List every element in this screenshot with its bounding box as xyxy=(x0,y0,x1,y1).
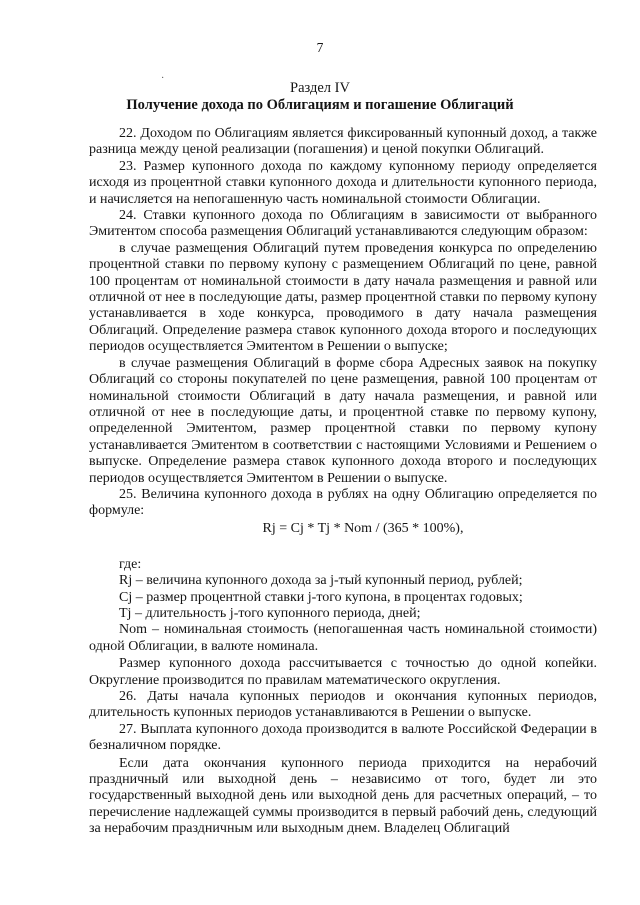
paragraph-27: 27. Выплата купонного дохода производится в валюте Российской Федерации в безналичном порядке. xyxy=(89,721,597,754)
document-body xyxy=(89,126,597,838)
paragraph-rounding: Размер купонного дохода рассчитывается с точностью до одной копейки. Округление производится по правилам математического округления. xyxy=(89,656,597,688)
section-label: Раздел IV xyxy=(290,80,350,96)
paragraph-24: 24. Ставки купонного дохода по Облигациям в зависимости от выбранного Эмитентом способа размещения Облигаций устанавливаются следующим образом: xyxy=(89,208,597,240)
definition-tj: Tj – длительность j-того купонного периода, дней; xyxy=(119,605,421,621)
definition-cj: Cj – размер процентной ставки j-того купона, в процентах годовых; xyxy=(119,589,523,605)
where-label: где: xyxy=(119,556,142,572)
paragraph-26: 26. Даты начала купонных периодов и окончания купонных периодов, длительность купонных периодов устанавливаются в Решении о выпуске. xyxy=(89,689,597,721)
paragraph-22: 22. Доходом по Облигациям является фиксированный купонный доход, а также разница между ценой реализации (погашения) и ценой покупки Облигаций. xyxy=(89,126,597,158)
paragraph-27-holiday: Если дата окончания купонного периода приходится на нерабочий праздничный или выходной день – независимо от того, будет ли это государственный выходной день или выходной день для расчетных операций, – то перечисление надлежащей суммы производится в первый рабочий день, следующий за нерабочим праздничным или выходным днем. Владелец Облигаций xyxy=(89,755,597,837)
definition-nom: Nom – номинальная стоимость (непогашенная часть номинальной стоимости) одной Облигации, в валюте номинала. xyxy=(89,622,597,654)
scan-dot: · xyxy=(161,73,165,84)
paragraph-24-competition: в случае размещения Облигаций путем проведения конкурса по определению процентной ставки по первому купону с размещением Облигаций по цене, равной 100 процентам от номинальной стоимости в дату начала размещения и равной или отличной от нее в последующие даты, размер процентной ставки по первому купону устанавливается в ходе конкурса, проводимого в дату начала размещения Облигаций. Определение размера ставок купонного дохода второго и последующих периодов осуществляется Эмитентом в Решении о выпуске; xyxy=(89,240,597,355)
section-title: Получение дохода по Облигациям и погашение Облигаций xyxy=(126,97,514,113)
page-number: 7 xyxy=(316,40,324,55)
definition-rj: Rj – величина купонного дохода за j-тый купонный период, рублей; xyxy=(119,573,523,589)
paragraph-25: 25. Величина купонного дохода в рублях на одну Облигацию определяется по формуле: xyxy=(89,486,597,519)
paragraph-24-bookbuilding: в случае размещения Облигаций в форме сбора Адресных заявок на покупку Облигаций со стороны покупателей по цене размещения, равной 100 процентам от номинальной стоимости Облигаций в дату начала размещения, и равной или отличной от нее в последующие даты, и процентной ставке по первому купону, определенной Эмитентом, размер процентной ставки по первому купону устанавливается Эмитентом в соответствии с настоящими Условиями и Решением о выпуске. Определение размера ставок купонного дохода второго и последующих периодов осуществляется Эмитентом в Решении о выпуске. xyxy=(89,355,597,486)
paragraph-23: 23. Размер купонного дохода по каждому купонному периоду определяется исходя из процентной ставки купонного дохода и длительности купонного периода, и начисляется на непогашенную часть номинальной стоимости Облигации. xyxy=(89,158,597,207)
coupon-formula: Rj = Cj * Tj * Nom / (365 * 100%), xyxy=(262,520,464,536)
